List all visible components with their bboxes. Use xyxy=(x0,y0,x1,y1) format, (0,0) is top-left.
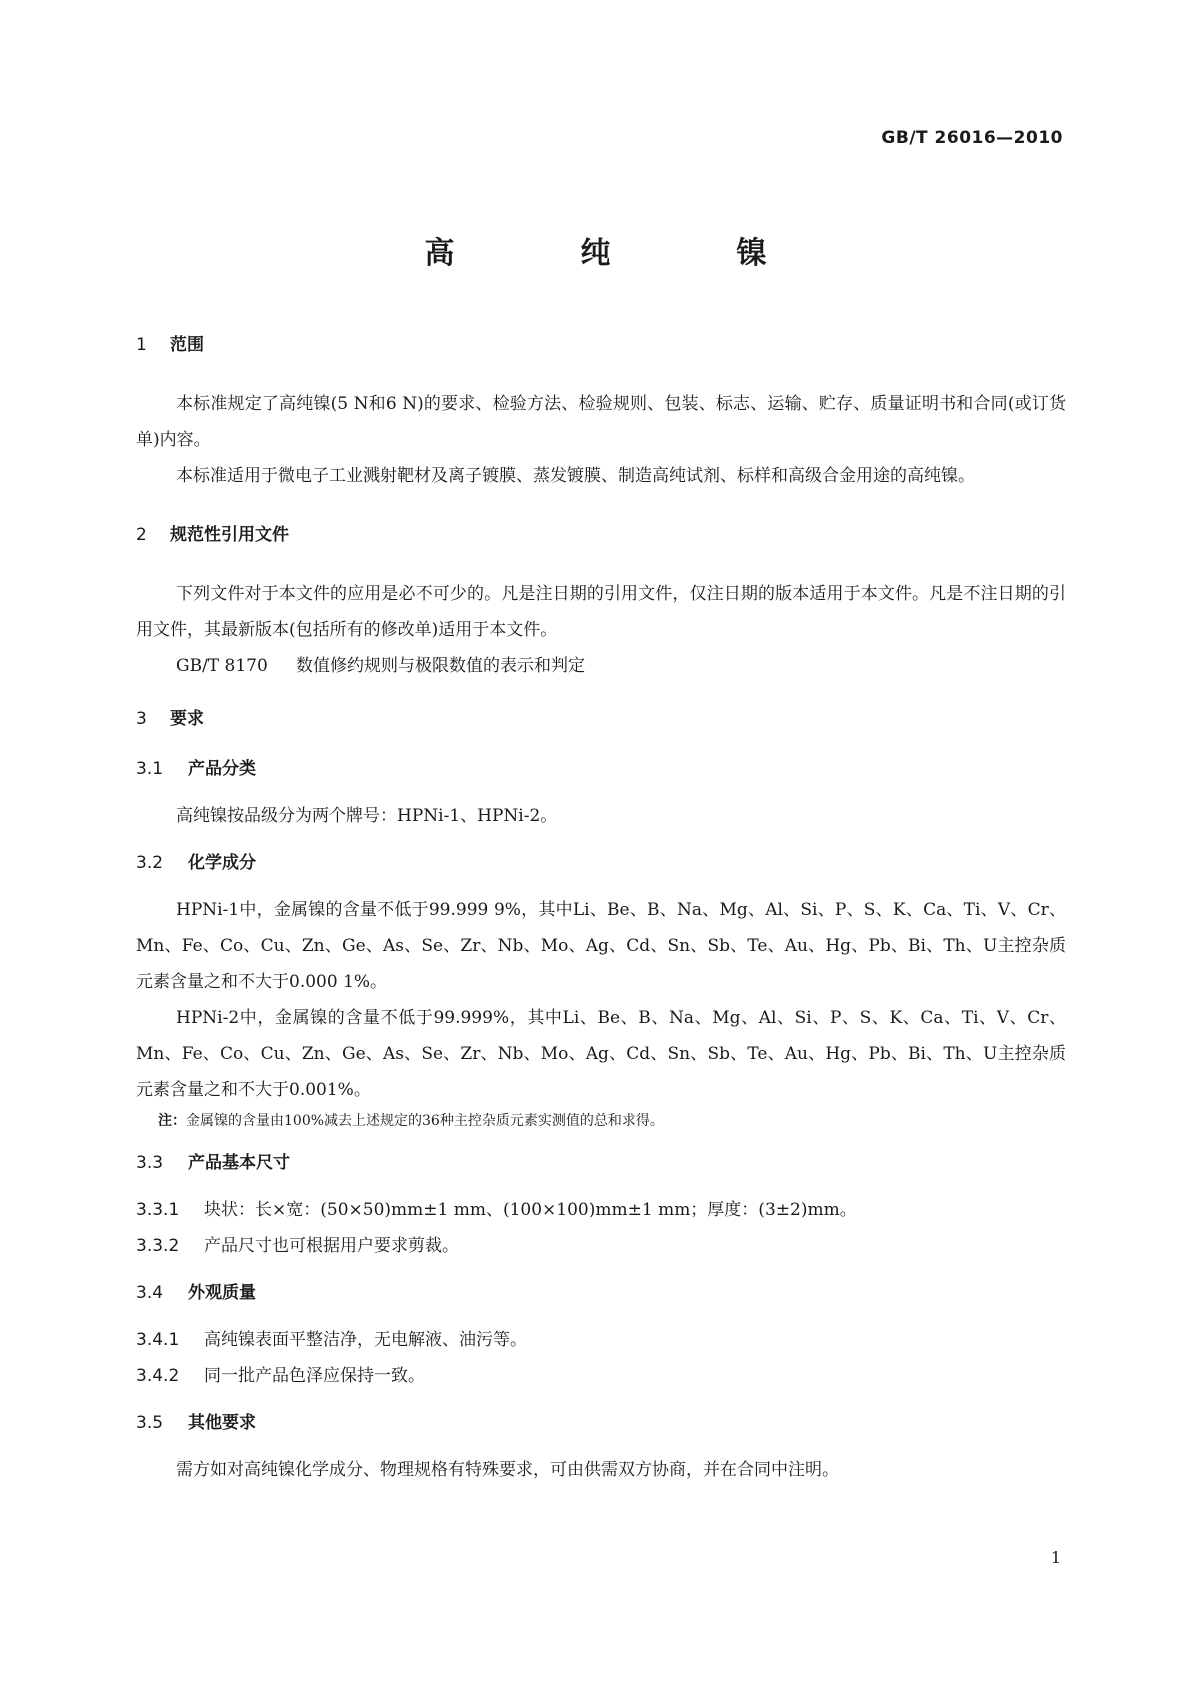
clause-number: 3.4.1 xyxy=(136,1330,180,1350)
clause-text: 同一批产品色泽应保持一致。 xyxy=(204,1366,425,1386)
clause-text: 块状：长×宽：(50×50)mm±1 mm、(100×100)mm±1 mm；厚度：(3±2)mm。 xyxy=(204,1200,857,1220)
subsection-3-3-heading xyxy=(136,1148,1066,1178)
section-title: 其他要求 xyxy=(188,1413,256,1433)
section-2-heading xyxy=(136,520,1066,550)
clause-number: 3.4.2 xyxy=(136,1366,180,1386)
section-title: 规范性引用文件 xyxy=(170,525,289,545)
standard-code: GB/T 26016—2010 xyxy=(881,128,1063,148)
section-number: 3.2 xyxy=(136,853,164,873)
clause-3-3-2 xyxy=(136,1228,1066,1264)
section-number: 3 xyxy=(136,709,147,729)
clause-text: 高纯镍表面平整洁净，无电解液、油污等。 xyxy=(204,1330,527,1350)
section-title: 外观质量 xyxy=(188,1283,256,1303)
document-title: 高 纯 镍 xyxy=(424,236,815,271)
subsection-3-1-heading xyxy=(136,754,1066,784)
reference-code: GB/T 8170 xyxy=(176,656,268,676)
section-1-heading xyxy=(136,330,1066,360)
paragraph: 高纯镍按品级分为两个牌号：HPNi-1、HPNi-2。 xyxy=(176,806,558,826)
reference-title: 数值修约规则与极限数值的表示和判定 xyxy=(296,656,585,676)
subsection-3-5-heading xyxy=(136,1408,1066,1438)
section-title: 化学成分 xyxy=(188,853,256,873)
note-text: 金属镍的含量由100%减去上述规定的36种主控杂质元素实测值的总和求得。 xyxy=(186,1113,664,1129)
paragraph: 需方如对高纯镍化学成分、物理规格有特殊要求，可由供需双方协商，并在合同中注明。 xyxy=(176,1460,839,1480)
normative-reference xyxy=(136,648,1066,684)
paragraph: 本标准适用于微电子工业溅射靶材及离子镀膜、蒸发镀膜、制造高纯试剂、标样和高级合金用途的高纯镍。 xyxy=(176,466,975,486)
clause-text: 产品尺寸也可根据用户要求剪裁。 xyxy=(204,1236,459,1256)
note xyxy=(136,1108,1066,1134)
section-title: 产品基本尺寸 xyxy=(188,1153,290,1173)
section-title: 要求 xyxy=(170,709,204,729)
clause-3-4-1 xyxy=(136,1322,1066,1358)
section-title: 范围 xyxy=(170,335,204,355)
page-number: 1 xyxy=(1050,1548,1061,1567)
paragraph: 下列文件对于本文件的应用是必不可少的。凡是注日期的引用文件，仅注日期的版本适用于本文件。凡是不注日期的引用文件，其最新版本(包括所有的修改单)适用于本文件。 xyxy=(136,584,1066,640)
clause-number: 3.3.2 xyxy=(136,1236,180,1256)
section-number: 2 xyxy=(136,525,147,545)
paragraph: 本标准规定了高纯镍(5 N和6 N)的要求、检验方法、检验规则、包装、标志、运输、贮存、质量证明书和合同(或订货单)内容。 xyxy=(136,394,1066,450)
clause-3-3-1 xyxy=(136,1192,1066,1228)
section-3-heading xyxy=(136,704,1066,734)
paragraph: HPNi-1中，金属镍的含量不低于99.999 9%，其中Li、Be、B、Na、Mg、Al、Si、P、S、K、Ca、Ti、V、Cr、Mn、Fe、Co、Cu、Zn、Ge、As、Se、Zr、Nb、Mo、Ag、Cd、Sn、Sb、Te、Au、Hg、Pb、Bi、Th、U主控杂质元素含量之和不大于0.000 1%。 xyxy=(136,900,1066,992)
paragraph: HPNi-2中，金属镍的含量不低于99.999%，其中Li、Be、B、Na、Mg、Al、Si、P、S、K、Ca、Ti、V、Cr、Mn、Fe、Co、Cu、Zn、Ge、As、Se、Zr、Nb、Mo、Ag、Cd、Sn、Sb、Te、Au、Hg、Pb、Bi、Th、U主控杂质元素含量之和不大于0.001%。 xyxy=(136,1008,1066,1100)
clause-3-4-2 xyxy=(136,1358,1066,1394)
section-number: 3.5 xyxy=(136,1413,164,1433)
section-number: 3.3 xyxy=(136,1153,164,1173)
section-number: 1 xyxy=(136,335,147,355)
note-label: 注： xyxy=(158,1113,186,1129)
section-number: 3.4 xyxy=(136,1283,164,1303)
clause-number: 3.3.1 xyxy=(136,1200,180,1220)
subsection-3-4-heading xyxy=(136,1278,1066,1308)
subsection-3-2-heading xyxy=(136,848,1066,878)
section-number: 3.1 xyxy=(136,759,164,779)
document-body xyxy=(136,330,1066,1488)
section-title: 产品分类 xyxy=(188,759,256,779)
